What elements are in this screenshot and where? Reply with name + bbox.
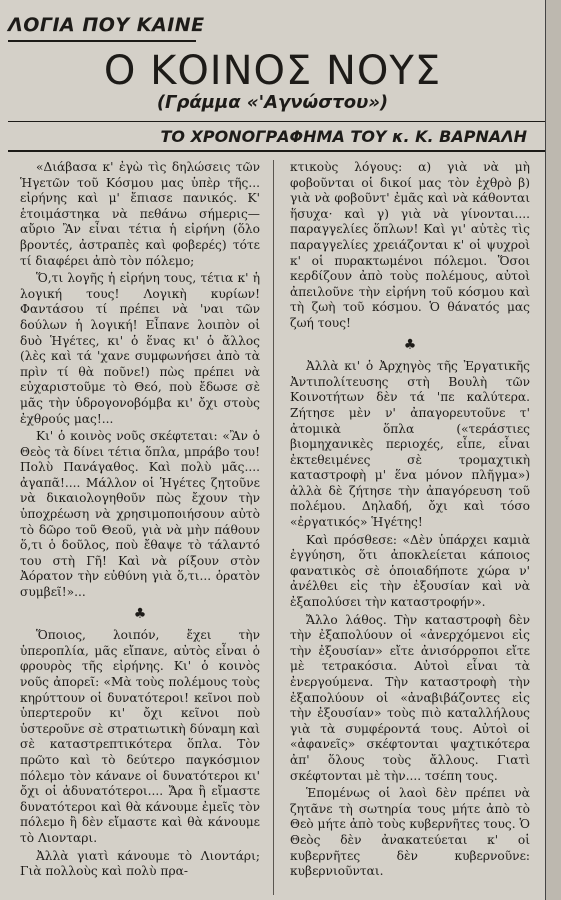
paragraph: «Διάβασα κ' ἐγὼ τὶς δηλώσεις τῶν Ἡγετῶν τοῦ Κόσμου μας ὑπὲρ τῆς... εἰρήνης καὶ μ' ἔπιασε πανικός. Κ' ἑτοιμάστηκα νὰ πεθάνω σήμερις—αὔριο Ἂν εἶναι τέτια ἡ εἰρήνη (ὅλο βροντές, ἀστραπὲς καὶ φοβερές) τότε τί διαφέρει ἀπὸ τὸν πόλεμο; xyxy=(20,160,260,268)
paragraph: Ἀλλὰ γιατὶ κάνουμε τὸ Λιοντάρι; Γιὰ πολλοὺς καὶ πολὺ πρα- xyxy=(20,848,260,879)
right-column xyxy=(290,160,530,880)
section-label-underline xyxy=(8,40,196,42)
section-label: ΛΟΓΙΑ ΠΟΥ ΚΑΙΝΕ xyxy=(8,14,205,36)
paragraph: Ἑπομένως οἱ λαοὶ δὲν πρέπει νὰ ζητᾶνε τὴ σωτηρία τους μήτε ἀπὸ τὸ Θεὸ μήτε ἀπὸ τοὺς κυβερνῆτες τους. Ὁ Θεὸς δὲν ἀνακατεύεται κ' οἱ κυβερνῆτες δὲν κυβερνοῦνε: κυβερνιοῦνται. xyxy=(290,786,530,879)
column-divider xyxy=(273,160,274,895)
paragraph: κτικοὺς λόγους: α) γιὰ νὰ μὴ φοβοῦνται οἱ δικοί μας τὸν ἐχθρὸ β) γιὰ νὰ φοβοῦντ' ἐμᾶς καὶ νὰ κάθονται ἥσυχα· καὶ γ) γιὰ νὰ γίνονται.... παραγγελίες ὅπλων! Καὶ γι' αὐτὲς τὶς παραγγελίες χρειάζονται κ' οἱ ψυχροὶ κ' οἱ πυρακτωμένοι πόλεμοι. Ὅσοι κερδίζουν ἀπὸ τοὺς πολέμους, αὐτοὶ ἀπειλοῦνε τὴν εἰρήνη τοῦ κόσμου καὶ τὴ ζωὴ τοῦ κόσμου. Ὁ θάνατός μας ζωή τους! xyxy=(290,160,530,330)
paragraph: Καὶ πρόσθεσε: «Δὲν ὑπάρχει καμιὰ ἐγγύηση, ὅτι ἀποκλείεται κάποιος φανατικὸς σὲ ὁποιαδήποτε χώρα ν' ἀνέλθει εἰς τὴν ἐξουσίαν καὶ νὰ ἐξαπολύσει τὴν καταστροφήν». xyxy=(290,532,530,610)
byline-rule xyxy=(8,150,545,152)
title-rule xyxy=(8,121,545,122)
article-subtitle: (Γράμμα «'Αγνώστου») xyxy=(156,92,389,113)
paragraph: Ἀλλὰ κι' ὁ Ἀρχηγὸς τῆς Ἐργατικῆς Ἀντιπολίτευσης στὴ Βουλὴ τῶν Κοινοτήτων δὲν τά 'πε καλύτερα. Ζήτησε μὲν ν' ἀπαγορευτοῦνε τ' ἀτομικὰ ὅπλα («τεράστιες βιομηχανικὲς περιοχές, εἶπε, εἶναι ἐκτεθειμένες σὲ τρομαχτικὴ καταστροφὴ μ' ἕνα μόνον πλῆγμα») ἀλλὰ δὲ ζήτησε τὴν ἀπαγόρευση τοῦ πολέμου. Δηλαδή, ὄχι καὶ τόσο «ἐργατικός» Ἡγέτης! xyxy=(290,359,530,530)
paragraph: Ὅποιος, λοιπόν, ἔχει τὴν ὑπεροπλία, μᾶς εἴπανε, αὐτὸς εἶναι ὁ φρουρὸς τῆς εἰρήνης. Κι' ὁ κοινὸς νοῦς ἀπορεῖ: «Μὰ τοὺς πολέμους τοὺς κηρύττουν οἱ δυνατότεροι! κεῖνοι ποὺ ὑπερτεροῦν κι' ὄχι κεῖνοι ποὺ ὑστεροῦνε σὲ στρατιωτικὴ δύναμη καὶ σὲ καταστρεπτικότερα ὅπλα. Τὸν πρῶτο καὶ τὸ δεύτερο παγκόσμιον πόλεμο τὸν κάνανε οἱ δυνατότεροι κι' ὄχι οἱ ἀδυνατότεροι.... Ἄρα ἢ εἴμαστε δυνατότεροι καὶ θὰ κάνουμε ἐμεῖς τὸν πόλεμο ἢ δὲν εἴμαστε καὶ θὰ κάνουμε τὸ Λιονταρι. xyxy=(20,628,260,845)
article-title: Ο ΚΟΙΝΟΣ ΝΟΥΣ xyxy=(103,48,442,94)
section-separator-icon: ♣ xyxy=(133,605,147,622)
left-column xyxy=(20,160,260,880)
paragraph: Κι' ὁ κοινὸς νοῦς σκέφτεται: «Ἂν ὁ Θεὸς τὰ δίνει τέτια ὅπλα, μπράβο του! Πολὺ Πανάγαθος. Καὶ πολὺ μᾶς.... ἀγαπᾶ!.... Μάλλον οἱ Ἡγέτες ζητοῦνε νὰ δικαιολογηθοῦν πὼς ἔχουν τὴν ὑποχρέωση νὰ χρησιμοποιήσουν αὐτὸ τὸ δῶρο τοῦ Θεοῦ, γιὰ νὰ μὴν πάθουν ὅ,τι ὁ δοῦλος, ποὺ ἔθαψε τὸ τάλαντό του στὴ Γῆ! Καὶ νὰ ρίξουν στὸν Ἀόρατον τὴν εὐθύνη γιὰ ὅ,τι... ὁρατὸν συμβεῖ!»... xyxy=(20,429,260,600)
paragraph: Ἄλλο λάθος. Τὴν καταστροφὴ δὲν τὴν ἐξαπολύουν οἱ «ἀνερχόμενοι εἰς τὴν ἐξουσίαν» εἴτε ἀνισόρροποι εἴτε μὲ τετρακόσια. Αὐτοὶ εἶναι τὰ ἐνεργούμενα. Τὴν καταστροφὴ τὴν ἐξαπολύουν οἱ «ἀναβιβάζοντες εἰς τὴν ἐξουσίαν» τοὺς πιὸ καταλλήλους γιὰ τὰ συμφέροντά τους. Αὐτοὶ οἱ «ἀφανεῖς» σκέφτονται ψαχτικότερα ἀπ' ὅλους τοὺς ἄλλους. Γιατὶ σκέφτονται μὲ τὴν.... τσέπη τους. xyxy=(290,612,530,783)
paragraph: Ὅ,τι λογῆς ἡ εἰρήνη τους, τέτια κ' ἡ λογική τους! Λογικὴ κυρίων! Φαντάσου τί πρέπει νὰ 'ναι τῶν δούλων ἡ λογική! Εἶπανε λοιπὸν οἱ δυὸ Ἡγέτες, κι' ὁ ἕνας κι' ὁ ἄλλος (λὲς καὶ τά 'χανε συμφωνήσει ἀπὸ τὰ πρὶν τί θὰ ποῦνε!) πὼς πρέπει νὰ εὐχαριστοῦμε τὸ Θεό, ποὺ ἔδωσε σὲ μᾶς τὴν ὑδρογονοβόμβα κι' ὄχι στοὺς ἐχθρούς μας!... xyxy=(20,271,260,426)
byline: ΤΟ ΧΡΟΝΟΓΡΑΦΗΜΑ ΤΟΥ κ. Κ. ΒΑΡΝΑΛΗ xyxy=(160,127,527,146)
adjacent-page-edge xyxy=(545,0,561,900)
section-separator-icon: ♣ xyxy=(403,336,417,353)
